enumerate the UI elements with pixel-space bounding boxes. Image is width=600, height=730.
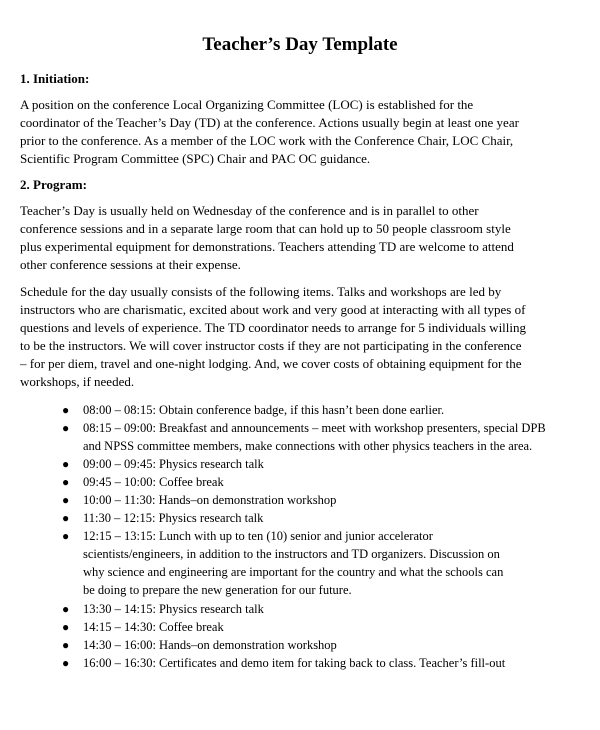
schedule-line: 11:30 – 12:15: Physics research talk: [83, 511, 264, 525]
paragraph-line: instructors who are charismatic, excited about work and very good at interacting with all types of: [20, 302, 526, 317]
paragraph-line: Schedule for the day usually consists of the following items. Talks and workshops are led by: [20, 284, 502, 299]
bullet-icon: ●: [62, 421, 70, 435]
schedule-line: and NPSS committee members, make connections with other physics teachers in the area.: [83, 439, 533, 453]
schedule-item-text: [83, 618, 583, 636]
bullet-icon: ●: [62, 475, 70, 489]
schedule-line: 09:00 – 09:45: Physics research talk: [83, 457, 264, 471]
schedule-line: 10:00 – 11:30: Hands–on demonstration workshop: [83, 493, 337, 507]
paragraph-line: – for per diem, travel and one-night lodging. And, we cover costs of obtaining equipment for the: [20, 356, 522, 371]
schedule-line: scientists/engineers, in addition to the instructors and TD organizers. Discussion on: [83, 547, 500, 561]
section-heading-program: 2. Program:: [20, 177, 87, 192]
schedule-item-text: [83, 509, 583, 527]
paragraph-line: other conference sessions at their expense.: [20, 257, 241, 272]
bullet-icon: ●: [62, 457, 70, 471]
schedule-item-text: [83, 654, 583, 672]
program-paragraph-2: [20, 283, 580, 391]
schedule-item-text: [83, 636, 583, 654]
bullet-icon: ●: [62, 403, 70, 417]
bullet-icon: ●: [62, 602, 70, 616]
paragraph-line: to be the instructors. We will cover instructor costs if they are not participating in the conference: [20, 338, 522, 353]
schedule-line: 12:15 – 13:15: Lunch with up to ten (10) senior and junior accelerator: [83, 529, 433, 543]
paragraph-line: conference sessions and in a separate large room that can hold up to 50 people classroom style: [20, 221, 511, 236]
document-title: Teacher’s Day Template: [202, 34, 398, 55]
schedule-item-text: [83, 491, 583, 509]
paragraph-line: coordinator of the Teacher’s Day (TD) at the conference. Actions usually begin at least one year: [20, 115, 519, 130]
initiation-paragraph: [20, 96, 580, 168]
schedule-line: why science and engineering are important for the country and what the schools can: [83, 565, 504, 579]
schedule-line: 14:15 – 14:30: Coffee break: [83, 620, 224, 634]
schedule-line: 14:30 – 16:00: Hands–on demonstration workshop: [83, 638, 337, 652]
section-heading-initiation: 1. Initiation:: [20, 71, 90, 86]
schedule-item-text: [83, 527, 583, 599]
paragraph-line: questions and levels of experience. The TD coordinator needs to arrange for 5 individuals willing: [20, 320, 527, 335]
paragraph-line: A position on the conference Local Organizing Committee (LOC) is established for the: [20, 97, 474, 112]
schedule-item-text: [83, 419, 583, 455]
schedule-item-text: [83, 600, 583, 618]
schedule-line: 08:00 – 08:15: Obtain conference badge, if this hasn’t been done earlier.: [83, 403, 445, 417]
schedule-line: 16:00 – 16:30: Certificates and demo item for taking back to class. Teacher’s fill-out: [83, 656, 506, 670]
paragraph-line: workshops, if needed.: [20, 374, 135, 389]
schedule-item-text: [83, 455, 583, 473]
paragraph-line: plus experimental equipment for demonstrations. Teachers attending TD are welcome to attend: [20, 239, 514, 254]
schedule-line: 09:45 – 10:00: Coffee break: [83, 475, 224, 489]
bullet-icon: ●: [62, 511, 70, 525]
program-paragraph-1: [20, 202, 580, 274]
schedule-item-text: [83, 401, 583, 419]
paragraph-line: prior to the conference. As a member of the LOC work with the Conference Chair, LOC Chair,: [20, 133, 514, 148]
schedule-line: 08:15 – 09:00: Breakfast and announcements – meet with workshop presenters, special DPB: [83, 421, 546, 435]
bullet-icon: ●: [62, 620, 70, 634]
bullet-icon: ●: [62, 638, 70, 652]
paragraph-line: Scientific Program Committee (SPC) Chair and PAC OC guidance.: [20, 151, 371, 166]
bullet-icon: ●: [62, 493, 70, 507]
bullet-icon: ●: [62, 656, 70, 670]
schedule-line: be doing to prepare the new generation for our future.: [83, 583, 352, 597]
bullet-icon: ●: [62, 529, 70, 543]
paragraph-line: Teacher’s Day is usually held on Wednesday of the conference and is in parallel to other: [20, 203, 479, 218]
schedule-item-text: [83, 473, 583, 491]
schedule-line: 13:30 – 14:15: Physics research talk: [83, 602, 264, 616]
